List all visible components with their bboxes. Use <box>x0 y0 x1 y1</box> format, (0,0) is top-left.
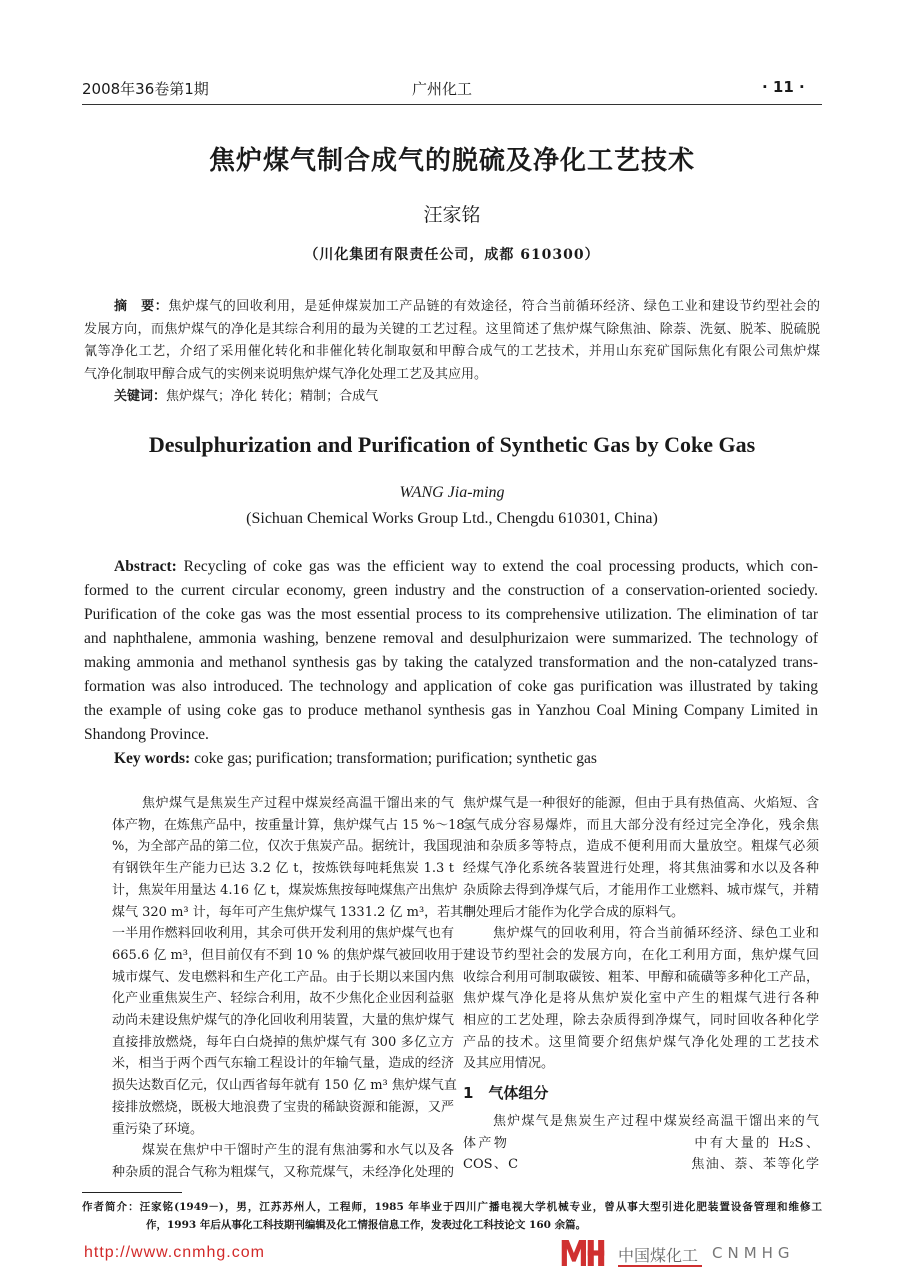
logo-cn-text: 中国煤化工 <box>618 1246 699 1265</box>
text-line: 有钢铁年生产能力已达 3.2 亿 t，按炼铁每吨耗焦炭 1.3 t <box>112 861 454 877</box>
footnote-rule <box>82 1192 182 1193</box>
text-line: 经煤气净化系统各装置进行处理，将其焦油雾和水以及各种 <box>463 861 819 877</box>
author: 汪家铭 <box>423 204 481 226</box>
abstract-text: 焦炉煤气的回收利用，是延伸煤炭加工产品链的有效途径，符合当前循环经济、绿色工业和建设节约型社会的 <box>168 299 820 314</box>
english-affiliation: (Sichuan Chemical Works Group Ltd., Chengdu 610301, China) <box>246 510 658 527</box>
journal-issue: 2008年36卷第1期 <box>82 80 209 98</box>
text-line: 油和杂质多等特点，造成不便利用而大量放空。粗煤气必须 <box>463 839 819 855</box>
abstract-line <box>84 555 818 579</box>
text-line: 体产物 中有大量的 H₂S、 <box>463 1135 819 1151</box>
journal-name: 广州化工 <box>412 80 473 98</box>
text-line: 焦炉煤气净化是将从焦炉炭化室中产生的粗煤气进行各种 <box>463 991 819 1007</box>
text-line: 焦炉煤气是焦炭生产过程中煤炭经高温干馏出来的气 <box>142 796 454 811</box>
text-line: 直接排放燃烧，每年白白烧掉的焦炉煤气有 300 多亿立方 <box>112 1034 454 1050</box>
keywords-line <box>84 747 818 771</box>
mh-logo-mark-icon <box>560 1240 612 1266</box>
text-line: 种杂质的混合气称为粗煤气，又称荒煤气，未经净化处理的 <box>112 1164 454 1180</box>
keywords-line <box>84 386 820 409</box>
abstract-line: formed to the current circular economy, green industry and the construction of a conservation-oriented sociedy. <box>84 582 818 599</box>
text-line: 计，焦炭年用量达 4.16 亿 t，煤炭炼焦按每吨煤焦产出焦炉 <box>112 882 458 898</box>
footnote-label: 作者简介： <box>82 1201 140 1213</box>
text-line: 收综合利用可制取碳铵、粗苯、甲醇和硫磺等多种化工产品， <box>463 969 819 985</box>
text-line: 焦炉煤气是一种很好的能源，但由于具有热值高、火焰短、含 <box>463 796 819 811</box>
abstract-line: 氰等净化工艺，介绍了采用催化转化和非催化转化制取氨和甲醇合成气的工艺技术，并用山东兖矿国际焦化有限公司焦炉煤 <box>84 344 820 359</box>
author-footnote <box>82 1198 822 1234</box>
footnote-text: 汪家铭(1949－)，男，江苏苏州人，工程师，1985 年毕业于四川广播电视大学机械专业，曾从事大型引进化肥装置设备管理和维修工 <box>139 1201 823 1213</box>
english-author-name: WANG Jia-ming <box>399 484 505 501</box>
text-line: 城市煤气、发电燃料和生产化工产品。由于长期以来国内焦 <box>112 969 454 985</box>
abstract-line: Purification of the coke gas was the most essential process to its comprehensive utilization. The elimination of tar <box>84 606 818 623</box>
footnote-line <box>82 1198 822 1216</box>
text-line: 及其应用情况。 <box>463 1056 555 1072</box>
english-title: Desulphurization and Purification of Synthetic Gas by Coke Gas <box>148 432 756 457</box>
text-line: 焦炉煤气的回收利用，符合当前循环经济、绿色工业和 <box>493 926 819 942</box>
text-line: 焦炉煤气是焦炭生产过程中煤炭经高温干馏出来的气 <box>493 1113 819 1129</box>
chinese-abstract <box>84 296 820 409</box>
keywords: coke gas; purification; transformation; purification; synthetic gas <box>190 750 597 767</box>
text-line: 制处理后才能作为化学合成的原料气。 <box>463 904 685 920</box>
text-line: 动尚未建设焦炉煤气的净化回收利用装置，大量的焦炉煤气 <box>112 1013 454 1029</box>
keywords-label: 关键词： <box>114 389 167 404</box>
text-line: 损失达数百亿元，仅山西省每年就有 150 亿 m³ 焦炉煤气直 <box>112 1078 457 1094</box>
footnote-line: 作，1993 年后从事化工科技期刊编辑及化工情报信息工作，发表过化工科技论文 160 余篇。 <box>146 1219 587 1231</box>
abstract-line: formation was also introduced. The technology and application of coke gas purification was illustrated by taking <box>84 678 818 695</box>
section-heading: 1 气体组分 <box>463 1084 549 1103</box>
abstract-line <box>84 296 820 319</box>
text-line: 重污染了环境。 <box>112 1121 204 1137</box>
right-column-body <box>463 793 819 1075</box>
text-line: 相应的工艺处理，除去杂质得到净煤气，同时回收各种化学 <box>463 1013 819 1029</box>
abstract-line: making ammonia and methanol synthesis gas by taking the catalyzed transformation and the non-catalyzed trans- <box>84 654 818 671</box>
abstract-label: Abstract: <box>114 558 177 575</box>
abstract-label: 摘 要： <box>114 299 169 314</box>
text-line: %，为全部产品的第二位，仅次于焦炭产品。据统计，我国现 <box>112 839 463 855</box>
abstract-line: 气净化制取甲醇合成气的实例来说明焦炉煤气净化处理工艺及其应用。 <box>84 366 488 382</box>
abstract-line: and naphthalene, ammonia washing, benzene removal and desulphurizaion were summarized. The technology of <box>84 630 818 647</box>
abstract-line: 发展方向，而焦炉煤气的净化是其综合利用的最为关键的工艺过程。这里简述了焦炉煤气除焦油、除萘、洗氨、脱苯、脱硫脱 <box>84 321 820 337</box>
abstract-text: Recycling of coke gas was the efficient way to extend the coal processing products, which con- <box>176 558 818 575</box>
abstract-line: the example of using coke gas to produce methanol synthesis gas in Yanzhou Coal Mining Company Limited in <box>84 702 818 719</box>
text-line: 氢气成分容易爆炸，而且大部分没有经过完全净化，残余焦 <box>463 817 819 833</box>
logo-en-text: CNMHG <box>712 1244 795 1262</box>
text-line: 产品的技术。这里简要介绍焦炉煤气净化处理的工艺技术 <box>463 1034 819 1050</box>
section-body <box>463 1111 819 1176</box>
cnmhg-logo <box>560 1238 822 1268</box>
text-line: 杂质除去得到净煤气后，才能用作工业燃料、城市煤气，并精 <box>463 882 819 898</box>
text-line: COS、C 焦油、萘、苯等化学 <box>463 1157 819 1173</box>
english-author <box>0 484 904 502</box>
text-line: 煤气 320 m³ 计，每年可产生焦炉煤气 1331.2 亿 m³，若其中 <box>112 904 477 920</box>
text-line: 体产物，在炼焦产品中，按重量计算，焦炉煤气占 15 %～18 <box>112 817 465 833</box>
paper-title: 焦炉煤气制合成气的脱硫及净化工艺技术 <box>208 146 695 176</box>
text-line: 建设节约型社会的发展方向，在化工利用方面，焦炉煤气回 <box>463 947 819 963</box>
text-line: 煤炭在焦炉中干馏时产生的混有焦油雾和水气以及各 <box>142 1143 454 1159</box>
header-rule <box>82 104 822 105</box>
text-line: 接排放燃烧，既极大地浪费了宝贵的稀缺资源和能源，又严 <box>112 1099 454 1115</box>
keywords-label: Key words: <box>114 750 191 767</box>
abstract-line: Shandong Province. <box>84 726 209 743</box>
text-line: 化产业重焦炭生产、轻综合利用，故不少焦化企业因利益驱 <box>112 991 454 1007</box>
page-number: · 11 · <box>762 78 805 96</box>
logo-underline <box>618 1265 702 1267</box>
affiliation: （川化集团有限责任公司，成都 610300） <box>304 247 600 263</box>
text-line: 一半用作燃料回收利用，其余可供开发利用的焦炉煤气也有 <box>112 926 454 942</box>
right-column <box>463 793 819 1176</box>
text-line: 米，相当于两个西气东输工程设计的年输气量，造成的经济 <box>112 1056 454 1072</box>
keywords: 焦炉煤气；净化 转化；精制；合成气 <box>166 389 379 404</box>
watermark-url: http://www.cnmhg.com <box>84 1244 265 1261</box>
english-abstract <box>84 555 818 771</box>
left-column <box>112 793 477 1184</box>
text-line: 665.6 亿 m³，但目前仅有不到 10 % 的焦炉煤气被回收用于 <box>112 947 464 963</box>
